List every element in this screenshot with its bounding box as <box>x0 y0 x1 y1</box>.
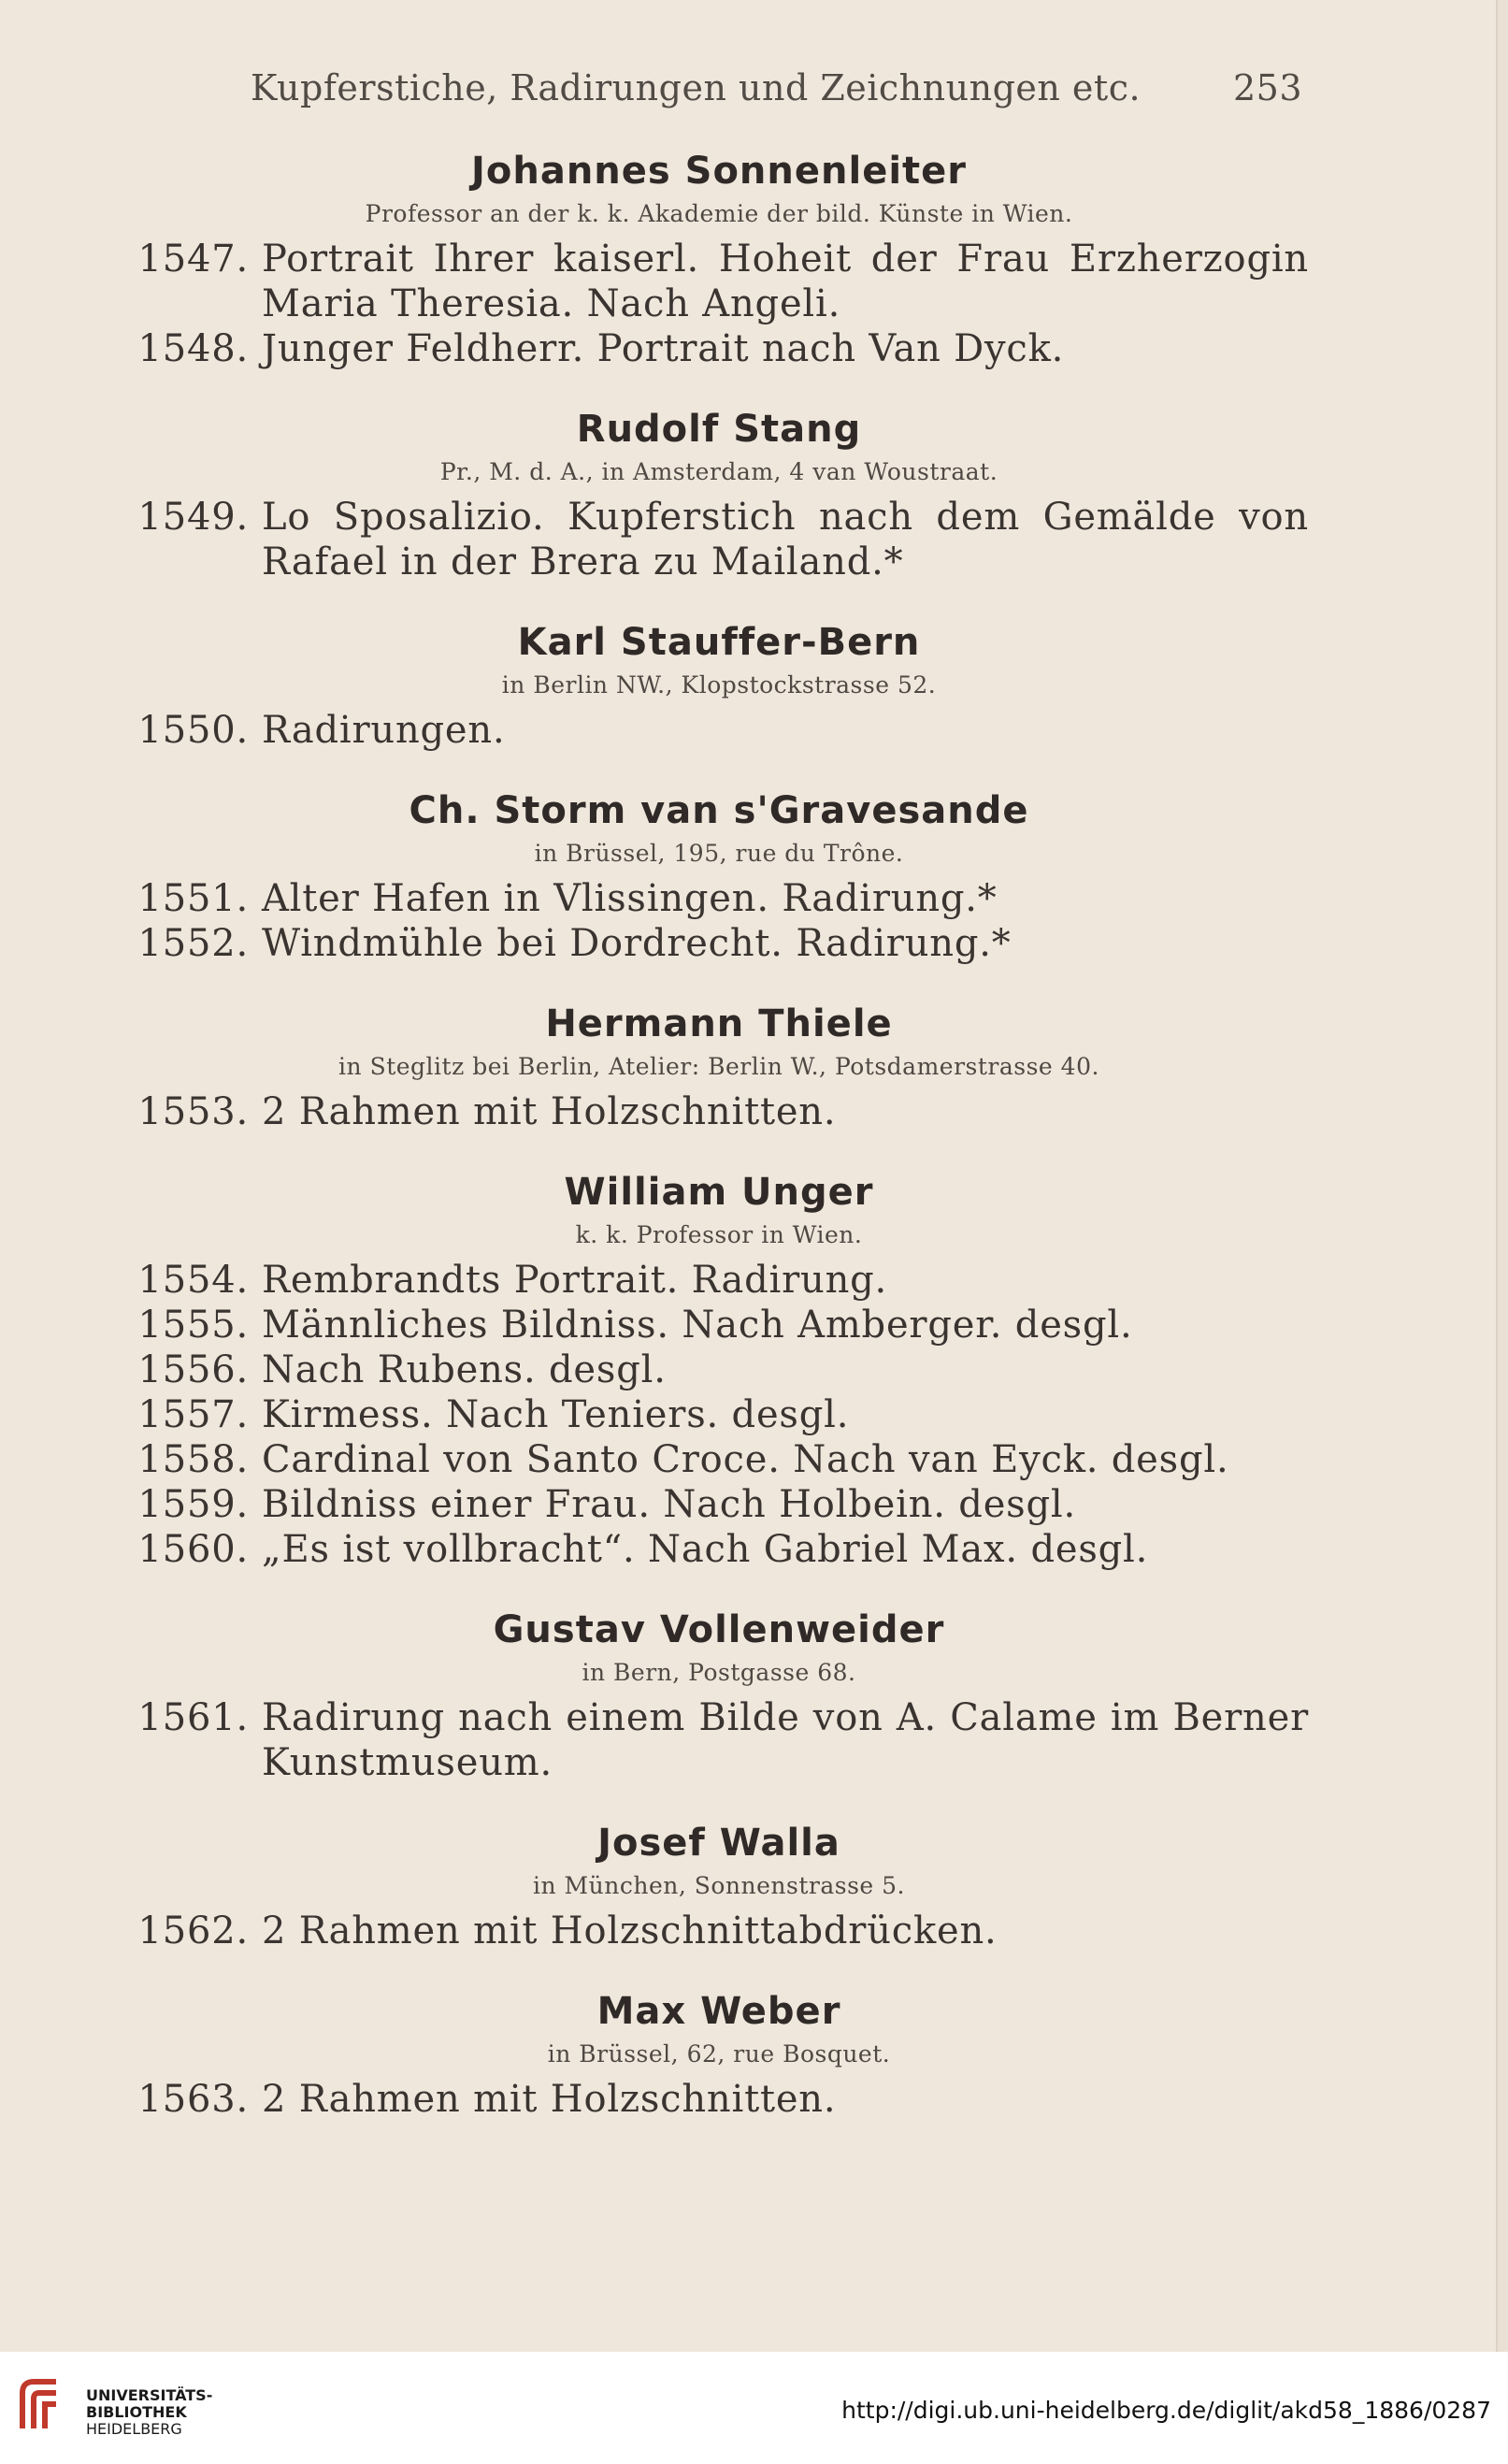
entry-title: Lo Sposalizio. Kupferstich nach dem Gemälde von Rafael in der Brera zu Mailand.* <box>262 496 1309 584</box>
entry-number: 1556. <box>137 1348 249 1391</box>
artist-section <box>129 1817 1309 1953</box>
entry-title: Cardinal von Santo Croce. Nach van Eyck. desgl. <box>262 1438 1229 1481</box>
library-name-line1: UNIVERSITÄTS- <box>86 2386 213 2404</box>
artist-name: Rudolf Stang <box>576 408 862 451</box>
entry-number: 1557. <box>137 1393 249 1436</box>
artist-name: Josef Walla <box>597 1822 840 1865</box>
entry-number: 1554. <box>137 1259 249 1302</box>
artist-name: Johannes Sonnenleiter <box>470 150 968 193</box>
artist-name: Ch. Storm van s'Gravesande <box>409 789 1029 832</box>
running-head-title: Kupferstiche, Radirungen und Zeichnungen etc. <box>251 67 1142 108</box>
artist-address: in Brüssel, 195, rue du Trône. <box>534 840 904 867</box>
artist-section <box>129 403 1309 584</box>
entry-number: 1558. <box>137 1438 249 1481</box>
entry-number: 1548. <box>137 327 249 370</box>
entry-title: Männliches Bildniss. Nach Amberger. desgl. <box>262 1304 1133 1347</box>
entry-title: Junger Feldherr. Portrait nach Van Dyck. <box>262 327 1065 370</box>
entry-number: 1560. <box>137 1528 249 1571</box>
artist-address: in Brüssel, 62, rue Bosquet. <box>547 2040 891 2068</box>
entry-number: 1549. <box>137 496 249 539</box>
page-number: 253 <box>1232 67 1302 108</box>
entry-title: Nach Rubens. desgl. <box>262 1348 667 1391</box>
artist-address: in Bern, Postgasse 68. <box>582 1659 856 1686</box>
catalogue-entry <box>129 495 1309 584</box>
artist-address: Pr., M. d. A., in Amsterdam, 4 van Woustraat. <box>439 458 998 485</box>
catalogue-entry <box>129 1482 1309 1527</box>
entry-title: Alter Hafen in Vlissingen. Radirung.* <box>262 877 998 920</box>
catalogue-entry <box>129 1347 1309 1392</box>
catalogue-entry <box>129 2077 1309 2122</box>
entry-number: 1563. <box>137 2078 249 2121</box>
entry-title: Windmühle bei Dordrecht. Radirung.* <box>262 922 1012 965</box>
running-head <box>251 67 1302 108</box>
entry-title: 2 Rahmen mit Holzschnitten. <box>262 2078 837 2121</box>
entry-number: 1559. <box>137 1483 249 1526</box>
catalogue-entry <box>129 1695 1309 1785</box>
artist-name: Max Weber <box>596 1990 841 2033</box>
entry-title: 2 Rahmen mit Holzschnitten. <box>262 1090 837 1133</box>
entry-title: Radirung nach einem Bilde von A. Calame im Berner Kunstmuseum. <box>262 1696 1309 1784</box>
source-url-link[interactable]: http://digi.ub.uni-heidelberg.de/diglit/akd58_1886/0287 <box>841 2397 1491 2424</box>
entry-title: Radirungen. <box>262 709 506 752</box>
catalogue-entry <box>129 326 1309 371</box>
artist-address: in Steglitz bei Berlin, Atelier: Berlin W., Potsdamerstrasse 40. <box>338 1053 1099 1080</box>
catalogue-entry <box>129 876 1309 921</box>
catalogue-entry <box>129 1437 1309 1482</box>
entry-number: 1547. <box>137 238 249 281</box>
entry-title: Portrait Ihrer kaiserl. Hoheit der Frau Erzherzogin Maria Theresia. Nach Angeli. <box>262 238 1309 325</box>
entry-number: 1561. <box>137 1696 249 1739</box>
artist-name: William Unger <box>564 1171 874 1214</box>
artist-section <box>129 785 1309 966</box>
entry-number: 1550. <box>137 709 249 752</box>
library-name[interactable] <box>86 2387 212 2438</box>
catalogue-entry <box>129 1392 1309 1437</box>
university-library-logo-icon[interactable] <box>13 2372 79 2438</box>
catalogue-entry <box>129 1303 1309 1347</box>
entry-number: 1551. <box>137 877 249 920</box>
catalogue-content <box>129 145 1309 2154</box>
catalogue-entry <box>129 1909 1309 1953</box>
artist-name: Gustav Vollenweider <box>493 1608 945 1651</box>
catalogue-entry <box>129 1089 1309 1134</box>
catalogue-entry <box>129 237 1309 326</box>
artist-section <box>129 616 1309 753</box>
entry-title: 2 Rahmen mit Holzschnittabdrücken. <box>262 1909 998 1952</box>
artist-address: in Berlin NW., Klopstockstrasse 52. <box>501 671 937 699</box>
entry-number: 1562. <box>137 1909 249 1952</box>
artist-section <box>129 145 1309 371</box>
catalogue-entry <box>129 921 1309 966</box>
entry-title: Kirmess. Nach Teniers. desgl. <box>262 1393 850 1436</box>
entry-number: 1555. <box>137 1304 249 1347</box>
artist-section <box>129 998 1309 1134</box>
footer-bar <box>0 2352 1508 2464</box>
entry-title: „Es ist vollbracht“. Nach Gabriel Max. desgl. <box>262 1528 1149 1571</box>
entry-title: Rembrandts Portrait. Radirung. <box>262 1259 888 1302</box>
catalogue-entry <box>129 1258 1309 1303</box>
artist-section <box>129 1604 1309 1785</box>
artist-address: Professor an der k. k. Akademie der bild. Künste in Wien. <box>365 200 1073 227</box>
catalogue-entry <box>129 1527 1309 1572</box>
library-name-line2: BIBLIOTHEK <box>86 2403 187 2421</box>
entry-number: 1553. <box>137 1090 249 1133</box>
artist-address: in München, Sonnenstrasse 5. <box>533 1872 905 1899</box>
artist-section <box>129 1985 1309 2122</box>
library-name-line3: HEIDELBERG <box>86 2420 182 2438</box>
artist-address: k. k. Professor in Wien. <box>575 1221 863 1248</box>
entry-number: 1552. <box>137 922 249 965</box>
catalogue-entry <box>129 708 1309 753</box>
entry-title: Bildniss einer Frau. Nach Holbein. desgl. <box>262 1483 1077 1526</box>
artist-name: Hermann Thiele <box>545 1002 893 1045</box>
artist-name: Karl Stauffer-Bern <box>517 621 921 664</box>
artist-section <box>129 1166 1309 1572</box>
